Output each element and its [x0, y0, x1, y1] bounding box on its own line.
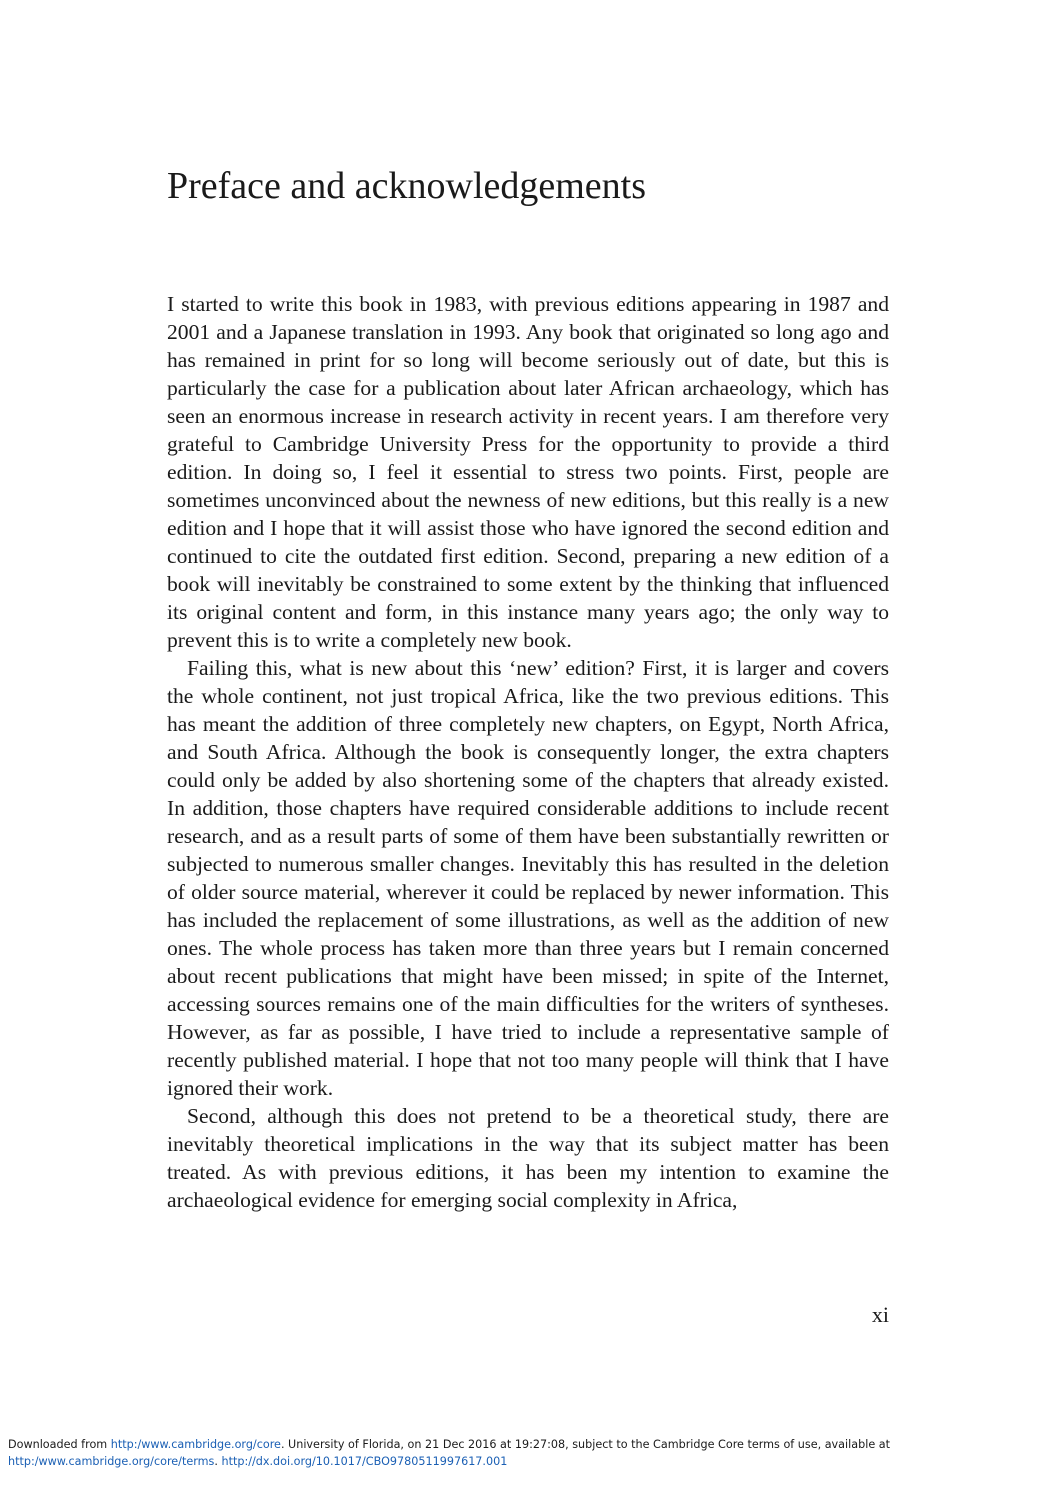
doi-link[interactable]: http://dx.doi.org/10.1017/CBO9780511997617.001: [221, 1455, 508, 1468]
paragraph-3: Second, although this does not pretend to be a theoretical study, there are inevitably theoretical implications in the way that its subject matter has been treated. As with previous editions, it has been my intention to examine the archaeological evidence for emerging social complexity in Africa,: [167, 1104, 889, 1212]
footer-middle-text: . University of Florida, on 21 Dec 2016 at 19:27:08, subject to the Cambridge Core terms of use, available at: [280, 1438, 890, 1451]
download-footer: [8, 1436, 1042, 1470]
body-text: [167, 290, 889, 1214]
footer-line-1: [8, 1436, 1042, 1453]
paragraph-1: I started to write this book in 1983, with previous editions appearing in 1987 and 2001 and a Japanese translation in 1993. Any book that originated so long ago and has remained in print for so long will become seriously out of date, but this is particularly the case for a publication about later African archaeology, which has seen an enormous increase in research activity in recent years. I am therefore very grateful to Cambridge University Press for the opportunity to provide a third edition. In doing so, I feel it essential to stress two points. First, people are sometimes unconvinced about the newness of new editions, but this really is a new edition and I hope that it will assist those who have ignored the second edition and continued to cite the outdated first edition. Second, preparing a new edition of a book will inevitably be constrained to some extent by the thinking that influenced its original content and form, in this instance many years ago; the only way to prevent this is to write a completely new book.: [167, 292, 889, 652]
page-number: xi: [871, 1302, 889, 1327]
footer-line-2: [8, 1453, 1042, 1470]
cambridge-core-link[interactable]: http:/www.cambridge.org/core: [110, 1438, 281, 1451]
page-title: Preface and acknowledgements: [167, 165, 647, 207]
footer-separator: .: [214, 1455, 222, 1468]
paragraph-2: Failing this, what is new about this ‘new’ edition? First, it is larger and covers the whole continent, not just tropical Africa, like the two previous editions. This has meant the addition of three completely new chapters, on Egypt, North Africa, and South Africa. Although the book is consequently longer, the extra chapters could only be added by also shortening some of the chapters that already existed. In addition, those chapters have required considerable additions to include recent research, and as a result parts of some of them have been substantially rewritten or subjected to numerous smaller changes. Inevitably this has resulted in the deletion of older source material, wherever it could be replaced by newer information. This has included the replacement of some illustrations, as well as the addition of new ones. The whole process has taken more than three years but I remain concerned about recent publications that might have been missed; in spite of the Internet, accessing sources remains one of the main difficulties for the writers of syntheses. However, as far as possible, I have tried to include a representative sample of recently published material. I hope that not too many people will think that I have ignored their work.: [167, 656, 889, 1100]
footer-prefix: Downloaded from: [8, 1438, 111, 1451]
terms-link[interactable]: http:/www.cambridge.org/core/terms: [8, 1455, 215, 1468]
